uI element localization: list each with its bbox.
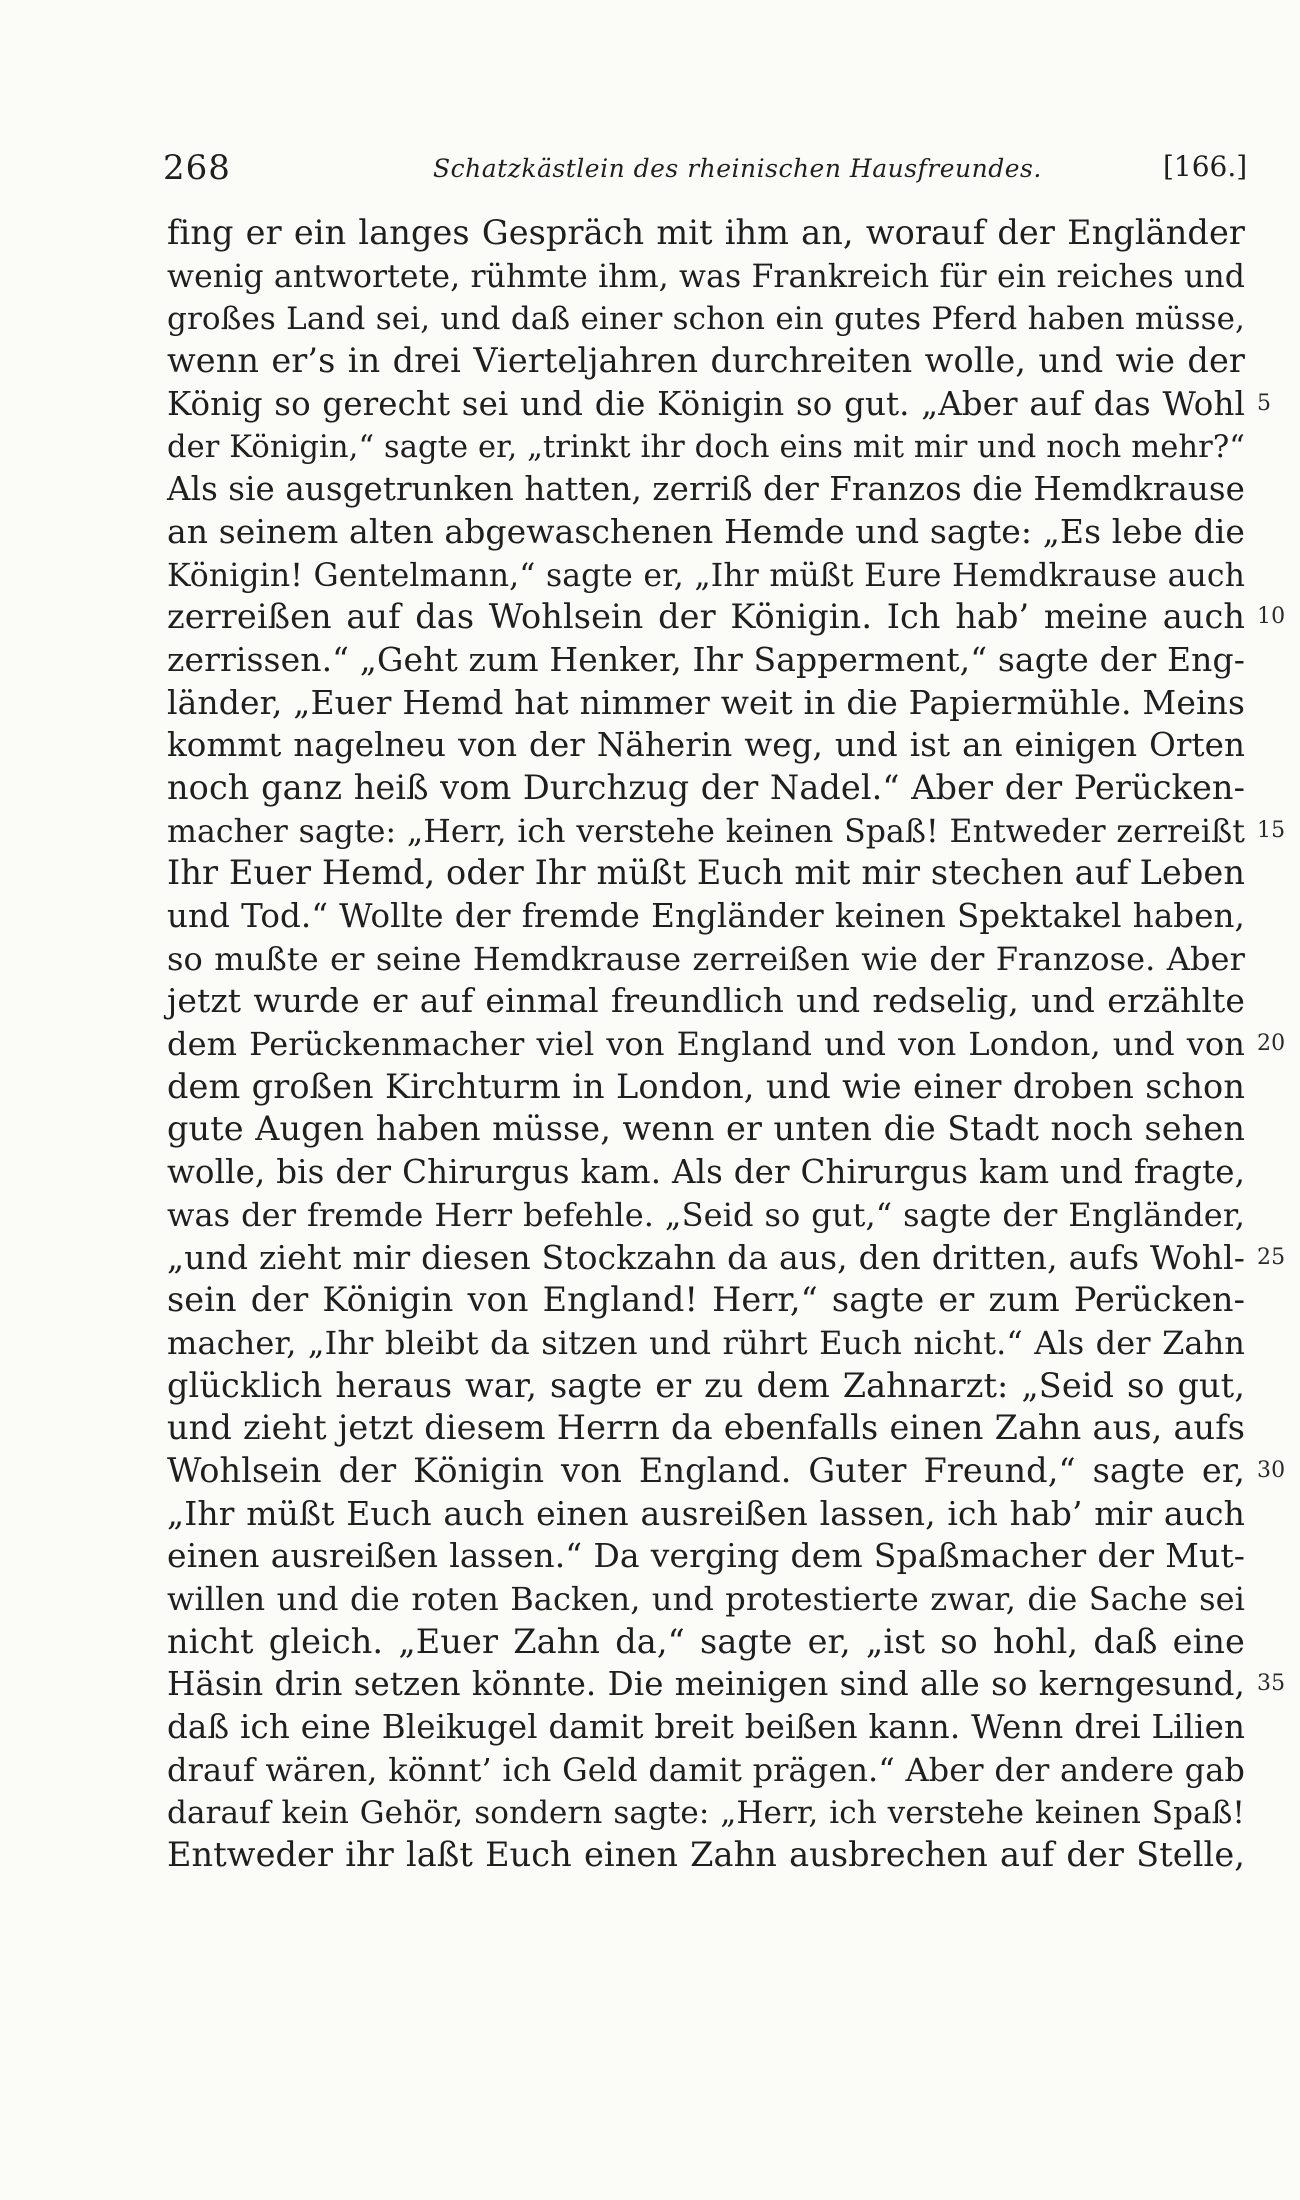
- line-text: an seinem alten abgewaschenen Hemde und sagte: „Es lebe die: [167, 511, 1245, 551]
- text-line: [167, 810, 1286, 853]
- line-text: der Königin,“ sagte er, „trinkt ihr doch eins mit mir und noch mehr?“: [167, 430, 1245, 466]
- text-line: [167, 1578, 1245, 1621]
- line-text: fing er ein langes Gespräch mit ihm an, worauf der Engländer: [167, 213, 1245, 252]
- line-text: wenn er’s in drei Vierteljahren durchreiten wolle, und wie der: [167, 341, 1245, 381]
- line-number: 35: [1257, 1671, 1286, 1697]
- text-line: [167, 425, 1245, 468]
- line-text: großes Land sei, und daß einer schon ein gutes Pferd haben müsse,: [167, 301, 1245, 338]
- line-text: Ihr Euer Hemd, oder Ihr müßt Euch mit mir stechen auf Leben: [167, 853, 1245, 893]
- text-line: [167, 1023, 1286, 1066]
- line-text: dem großen Kirchturm in London, und wie einer droben schon: [167, 1066, 1245, 1106]
- line-text: König so gerecht sei und die Königin so gut. „Aber auf das Wohl: [167, 384, 1245, 423]
- line-text: und Tod.“ Wollte der fremde Engländer keinen Spektakel haben,: [167, 897, 1245, 935]
- line-text: wenig antwortete, rühmte ihm, was Frankreich für ein reiches und: [167, 258, 1245, 295]
- text-line: [167, 682, 1245, 725]
- line-text: sein der Königin von England! Herr,“ sagte er zum Perücken-: [167, 1280, 1245, 1320]
- line-text: was der fremde Herr befehle. „Seid so gut,“ sagte der Engländer,: [167, 1195, 1245, 1234]
- line-number: 15: [1257, 817, 1286, 843]
- line-text: macher, „Ihr bleibt da sitzen und rührt Euch nicht.“ Als der Zahn: [167, 1323, 1245, 1362]
- text-line: [167, 596, 1286, 639]
- text-line: [167, 1535, 1245, 1578]
- text-line: [167, 980, 1245, 1023]
- running-title: Schatzkästlein des rheinischen Hausfreundes.: [433, 154, 1042, 183]
- line-number: 5: [1257, 390, 1272, 416]
- section-number: [166.]: [1163, 150, 1248, 183]
- line-text: Wohlsein der Königin von England. Guter Freund,“ sagte er,: [167, 1450, 1245, 1490]
- text-line: [167, 1621, 1245, 1664]
- line-text: daß ich eine Bleikugel damit breit beißen kann. Wenn drei Lilien: [167, 1708, 1245, 1747]
- text-line: [167, 852, 1245, 895]
- line-text: glücklich heraus war, sagte er zu dem Zahnarzt: „Seid so gut,: [167, 1365, 1245, 1405]
- line-text: länder, „Euer Hemd hat nimmer weit in die Papiermühle. Meins: [167, 682, 1245, 722]
- text-line: [167, 1322, 1245, 1365]
- line-text: so mußte er seine Hemdkrause zerreißen wie der Franzose. Aber: [167, 939, 1245, 978]
- text-line: [167, 1663, 1286, 1706]
- text-line: [167, 1108, 1245, 1151]
- line-number: 30: [1257, 1457, 1286, 1483]
- text-line: [167, 1237, 1286, 1280]
- text-line: [167, 212, 1245, 255]
- line-text: nicht gleich. „Euer Zahn da,“ sagte er, „ist so hohl, daß eine: [167, 1621, 1245, 1661]
- text-line: [167, 1791, 1245, 1834]
- text-line: [167, 1834, 1245, 1877]
- text-line: [167, 767, 1245, 810]
- line-text: noch ganz heiß vom Durchzug der Nadel.“ Aber der Perücken-: [167, 767, 1245, 807]
- line-number: 10: [1257, 604, 1286, 630]
- line-text: Entweder ihr laßt Euch einen Zahn ausbrechen auf der Stelle,: [167, 1835, 1245, 1875]
- text-line: [167, 511, 1245, 554]
- line-text: und zieht jetzt diesem Herrn da ebenfalls einen Zahn aus, aufs: [167, 1408, 1245, 1448]
- text-line: [167, 1706, 1245, 1749]
- line-text: Häsin drin setzen könnte. Die meinigen sind alle so kerngesund,: [167, 1665, 1245, 1704]
- line-text: „und zieht mir diesen Stockzahn da aus, den dritten, aufs Wohl-: [167, 1237, 1245, 1277]
- line-number: 25: [1257, 1244, 1286, 1270]
- line-text: jetzt wurde er auf einmal freundlich und redselig, und erzählte: [167, 981, 1245, 1021]
- line-text: zerrissen.“ „Geht zum Henker, Ihr Sapperment,“ sagte der Eng-: [167, 639, 1245, 679]
- text-line: [167, 639, 1245, 682]
- text-line: [167, 1749, 1245, 1792]
- line-text: Königin! Gentelmann,“ sagte er, „Ihr müßt Eure Hemdkrause auch: [167, 557, 1245, 594]
- line-text: macher sagte: „Herr, ich verstehe keinen Spaß! Entweder zerreißt: [167, 813, 1245, 850]
- text-line: [167, 724, 1245, 767]
- text-line: [167, 383, 1272, 426]
- line-text: „Ihr müßt Euch auch einen ausreißen lassen, ich hab’ mir auch: [167, 1493, 1245, 1533]
- text-line: [167, 938, 1245, 981]
- line-text: kommt nagelneu von der Näherin weg, und ist an einigen Orten: [167, 726, 1245, 765]
- line-text: gute Augen haben müsse, wenn er unten die Stadt noch sehen: [167, 1109, 1245, 1149]
- line-text: drauf wären, könnt’ ich Geld damit prägen.“ Aber der andere gab: [167, 1750, 1245, 1789]
- text-line: [167, 1151, 1245, 1194]
- text-line: [167, 895, 1245, 938]
- line-text: wolle, bis der Chirurgus kam. Als der Chirurgus kam und fragte,: [167, 1153, 1245, 1192]
- line-text: einen ausreißen lassen.“ Da verging dem Spaßmacher der Mut-: [167, 1536, 1245, 1576]
- text-line: [167, 1493, 1245, 1536]
- text-line: [167, 468, 1245, 511]
- text-line: [167, 1194, 1245, 1237]
- text-line: [167, 1407, 1245, 1450]
- text-line: [167, 554, 1245, 597]
- line-text: dem Perückenmacher viel von England und von London, und von: [167, 1025, 1245, 1064]
- line-text: willen und die roten Backen, und protestierte zwar, die Sache sei: [167, 1580, 1245, 1618]
- text-line: [167, 1450, 1286, 1493]
- text-line: [167, 340, 1245, 383]
- page-header: [163, 148, 1263, 192]
- text-line: [167, 255, 1245, 298]
- line-number: 20: [1257, 1031, 1286, 1057]
- page-number: 268: [163, 148, 231, 188]
- line-text: darauf kein Gehör, sondern sagte: „Herr, ich verstehe keinen Spaß!: [167, 1795, 1245, 1832]
- text-line: [167, 297, 1245, 340]
- body-text: [167, 212, 1286, 1877]
- line-text: zerreißen auf das Wohlsein der Königin. Ich hab’ meine auch: [167, 597, 1245, 637]
- text-line: [167, 1365, 1245, 1408]
- line-text: Als sie ausgetrunken hatten, zerriß der Franzos die Hemdkrause: [167, 470, 1245, 509]
- text-line: [167, 1066, 1245, 1109]
- text-line: [167, 1279, 1245, 1322]
